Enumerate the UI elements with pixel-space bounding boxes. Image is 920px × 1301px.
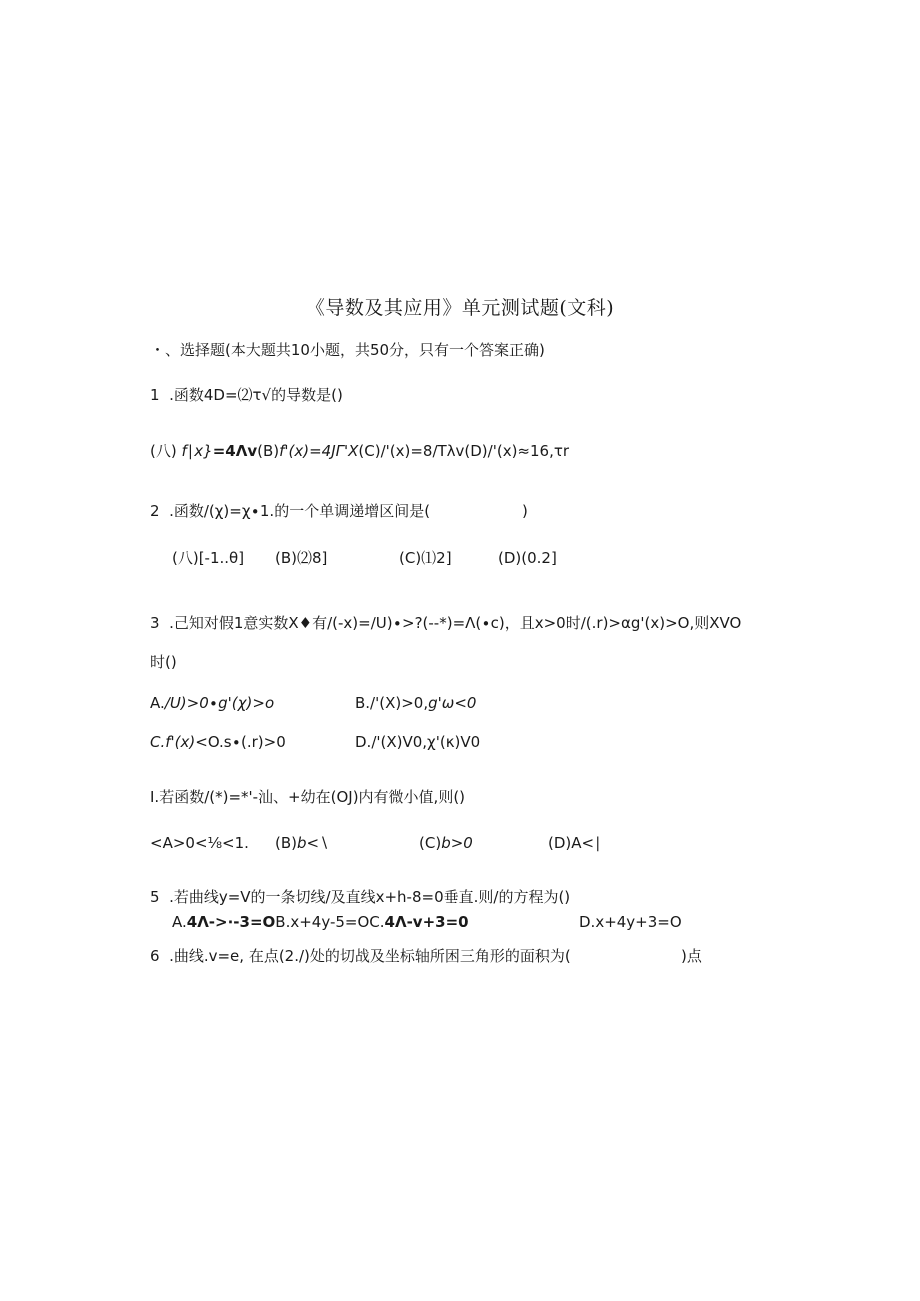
- question-5-stem: 5 .若曲线y=V的一条切线/及直线x+h-8=0垂直.则/的方程为(): [150, 888, 571, 906]
- q3-option-b: [355, 693, 476, 713]
- q4-option-b-expr: b<∖: [297, 834, 329, 852]
- q3-option-b-label: B./'(X)>0,: [355, 694, 429, 712]
- q4-option-c-expr: b>0: [441, 834, 473, 852]
- section-heading: ・、选择题(本大题共10小题，共50分，只有一个答案正确): [150, 341, 545, 359]
- q5-option-c-expr: 4Λ-v+3=0: [384, 913, 469, 931]
- q4-option-c: [419, 833, 473, 853]
- q3-option-c: [150, 732, 286, 752]
- q4-option-b-label: (B): [275, 834, 297, 852]
- question-6-stem-close: )点: [681, 947, 702, 965]
- q1-option-cd: (C)/'(x)=8∕Tλv(D)/'(x)≈16,τr: [358, 442, 570, 460]
- q1-option-a-label: (八): [150, 442, 177, 460]
- q4-option-b: [275, 833, 329, 853]
- q1-option-b-label: (B): [257, 442, 280, 460]
- q1-option-a-value: =4Λv: [212, 442, 258, 460]
- q4-option-a: <A>0<⅛<1.: [150, 834, 249, 852]
- question-4-stem: I.若函数/(*)=*'-汕、+幼在(OJ)内有微小值,则(): [150, 788, 466, 806]
- q3-option-c-expr: f'(x): [165, 733, 196, 751]
- q3-option-c-rest: <O.s∙(.r)>0: [195, 733, 286, 751]
- q2-option-c: (C)⑴2]: [399, 549, 452, 567]
- q3-option-c-label: C.: [150, 733, 166, 751]
- q2-option-b: (B)⑵8]: [275, 549, 328, 567]
- question-1-stem: 1 .函数4D=⑵τ√的导数是(): [150, 386, 343, 404]
- q4-option-d: (D)A<∣: [548, 834, 602, 852]
- question-6-stem: 6 .曲线.v=e, 在点(2./)处的切战及坐标轴所困三角形的面积为(: [150, 947, 571, 965]
- q1-option-b-expr: f'(x)=4JΓ'X: [279, 442, 359, 460]
- q3-option-a: [150, 693, 274, 713]
- q3-option-a-expr: ∕U)>0∙g'(χ)>o: [164, 694, 275, 712]
- page-title: 《导数及其应用》单元测试题(文科): [305, 297, 615, 319]
- question-1-options: [150, 441, 569, 461]
- question-3-stem: 3 .己知对假1意实数X♦有/(-x)=∕U)∙>?(--*)=Λ(∙c)，且x>0时∕(.r)>αg'(x)>O,则XVO: [150, 614, 742, 632]
- question-2-stem: 2 .函数/(χ)=χ∙1.的一个单调递增区间是(: [150, 502, 431, 520]
- q5-option-b: B.x+4y-5=OC.: [275, 913, 385, 931]
- q3-option-a-label: A.: [150, 694, 165, 712]
- question-3-stem-continued: 时(): [150, 653, 177, 671]
- q3-option-d: D./'(X)V0,χ'(κ)V0: [355, 733, 481, 751]
- question-2-stem-close: ): [522, 502, 528, 520]
- q3-option-b-expr: g'ω<0: [428, 694, 477, 712]
- q5-options-abc: [172, 912, 469, 932]
- q5-option-d: D.x+4y+3=O: [579, 913, 682, 931]
- q5-option-a-expr: 4Λ->∙-3=O: [186, 913, 276, 931]
- q4-option-c-label: (C): [419, 834, 442, 852]
- q1-option-a-expr: f∣x}: [181, 442, 213, 460]
- q5-option-a-label: A.: [172, 913, 187, 931]
- q2-option-d: (D)(0.2]: [498, 549, 557, 567]
- q2-option-a: (八)[-1..θ]: [172, 549, 245, 567]
